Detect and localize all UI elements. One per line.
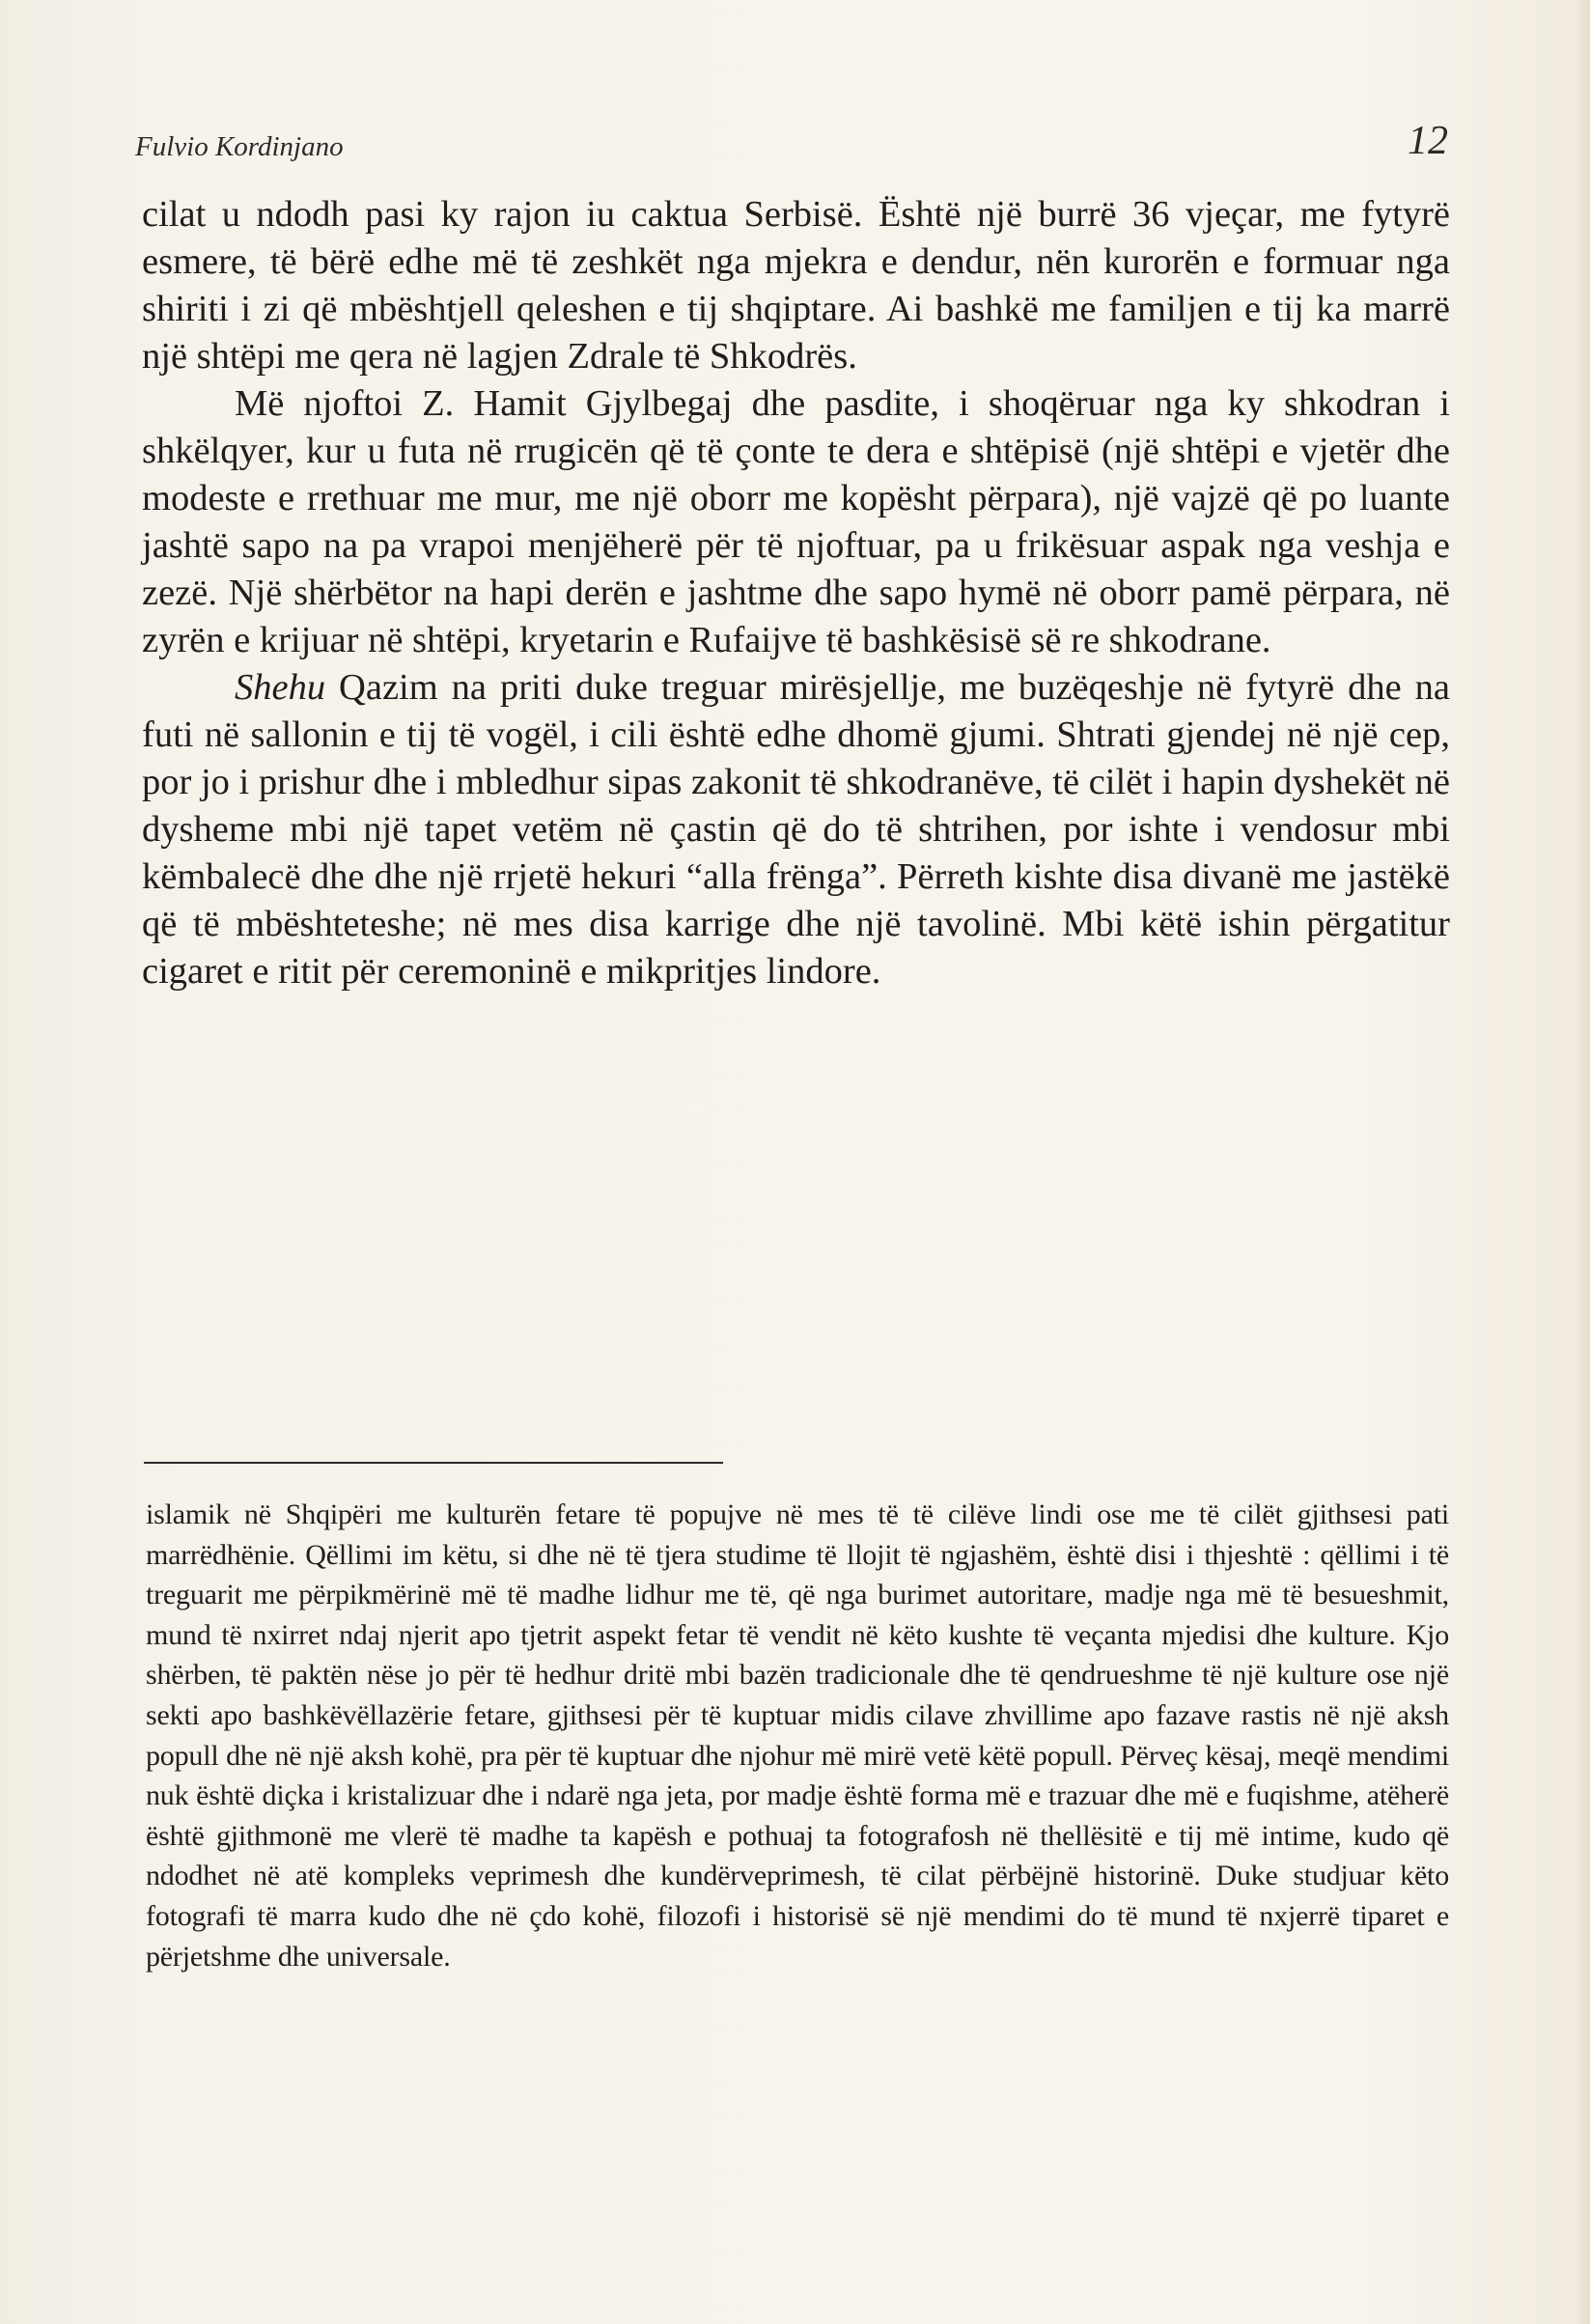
paragraph-3-text: Qazim na priti duke treguar mirësjellje, me buzëqeshje në fytyrë dhe na futi në sallonin e tij të vogël, i cili është edhe dhomë gjumi. Shtrati gjendej në një cep, por jo i prishur dhe i mbledhur sipas zakonit të shkodranëve, të cilët i hapin dyshekët në dysheme mbi një tapet vetëm në çastin që do të shtrihen, por ishte i vendosur mbi këmbalecë dhe dhe një rrjetë hekuri “alla frënga”. Përreth kishte disa divanë me jastëkë që të mbështeteshe; në mes disa karrige dhe një tavolinë. Mbi këtë ishin përgatitur cigaret e ritit për ceremoninë e mikpritjes lindore. [142,667,1450,992]
main-body-text [142,191,1450,995]
paragraph-3 [142,664,1450,995]
page-number: 12 [1408,119,1448,163]
footnote [146,1495,1449,1976]
running-head-author: Fulvio Kordinjano [135,131,344,162]
page-header [135,118,1448,176]
footnote-separator-rule [144,1462,723,1464]
page-edge-shadow [1576,0,1590,2324]
paragraph-1: cilat u ndodh pasi ky rajon iu caktua Serbisë. Është një burrë 36 vjeçar, me fytyrë esmere, të bërë edhe më të zeshkët nga mjekra e dendur, nën kurorën e formuar nga shiriti i zi që mbështjell qeleshen e tij shqiptare. Ai bashkë me familjen e tij ka marrë një shtëpi me qera në lagjen Zdrale të Shkodrës. [142,194,1450,377]
italic-word-shehu: Shehu [235,667,326,708]
footnote-text: islamik në Shqipëri me kulturën fetare të popujve në mes të të cilëve lindi ose me të cilët gjithsesi pati marrëdhënie. Qëllimi im këtu, si dhe në të tjera studime të llojit të ngjashëm, është disi i thjeshtë : qëllimi i të treguarit me përpikmërinë më të madhe lidhur me të, që nga burimet autoritare, madje nga më të besueshmit, mund të nxirret ndaj njerit apo tjetrit aspekt fetar të vendit në këto kushte të veçanta mjedisi dhe kulture. Kjo shërben, të paktën nëse jo për të hedhur dritë mbi bazën tradicionale dhe të qendrueshme të një kulture ose një sekti apo bashkëvëllazërie fetare, gjithsesi për të kuptuar midis cilave zhvillime apo fazave rastis në një aksh popull dhe në një aksh kohë, pra për të kuptuar dhe njohur më mirë vetë këtë popull. Përveç kësaj, meqë mendimi nuk është diçka i kristalizuar dhe i ndarë nga jeta, por madje është forma më e trazuar dhe më e fuqishme, atëherë është gjithmonë me vlerë të madhe ta kapësh e pothuaj ta fotografosh në thellësitë e tij më intime, kudo që ndodhet në atë kompleks veprimesh dhe kundërveprimesh, të cilat përbëjnë historinë. Duke studjuar këto fotografi të marra kudo dhe në çdo kohë, filozofi i historisë së një mendimi do të mund të nxjerrë tiparet e përjetshme dhe universale. [146,1498,1449,1973]
paragraph-2: Më njoftoi Z. Hamit Gjylbegaj dhe pasdite, i shoqëruar nga ky shkodran i shkëlqyer, kur u futa në rrugicën që të çonte te dera e shtëpisë (një shtëpi e vjetër dhe modeste e rrethuar me mur, me një oborr me kopësht përpara), një vajzë që po luante jashtë sapo na pa vrapoi menjëherë për të njoftuar, pa u frikësuar aspak nga veshja e zezë. Një shërbëtor na hapi derën e jashtme dhe sapo hymë në oborr pamë përpara, në zyrën e krijuar në shtëpi, kryetarin e Rufaijve të bashkësisë së re shkodrane. [142,383,1450,660]
